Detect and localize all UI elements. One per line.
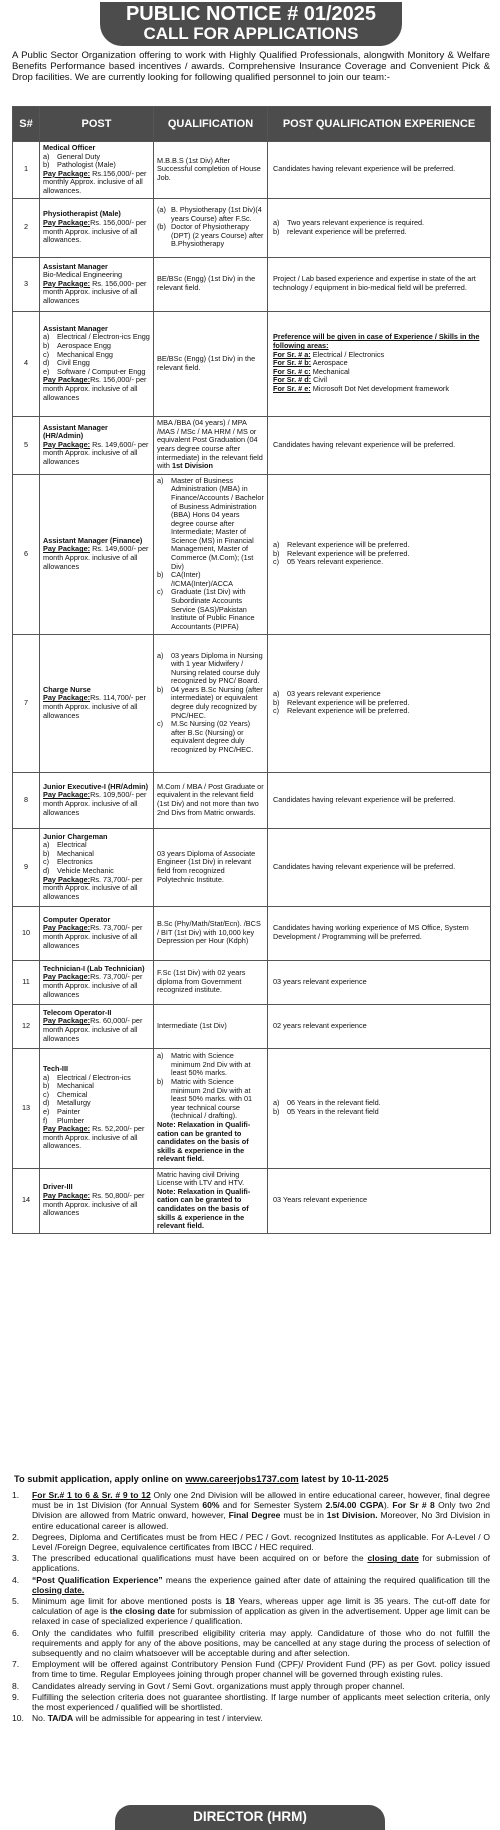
row-number: 6 — [13, 474, 40, 634]
table-row — [13, 634, 491, 772]
post-subcategory: b) Pathologist (Male) — [43, 160, 116, 170]
note-item — [12, 1692, 490, 1712]
qualification-cell — [154, 416, 268, 474]
header-sno: S# — [13, 107, 40, 142]
table-row — [13, 1004, 491, 1048]
pay-label: Pay Package: — [43, 923, 91, 933]
note-text: Candidates already serving in Govt / Semi Govt. organizations must apply through proper channel. — [32, 1680, 405, 1691]
post-cell — [40, 311, 154, 416]
notice-subtitle: CALL FOR APPLICATIONS — [143, 24, 359, 43]
qualification-cell — [154, 1004, 268, 1048]
post-title: Medical Officer — [43, 143, 96, 152]
note-text: No. TA/DA will be admissible for appearing in test / interview. — [32, 1713, 263, 1724]
pay-label: Pay Package: — [43, 1016, 91, 1026]
post-title: Assistant Manager — [43, 323, 108, 333]
pay-package — [43, 791, 150, 817]
pay-amount: Rs. 156,000- per month Approx. inclusive of all allowances — [43, 278, 147, 305]
experience-item: For Sr. # a: Electrical / Electronics — [273, 349, 385, 359]
qualification-text: MBA /BBA (04 years) / MPA /MAS / MSc / MA HRM / MS or equivalent Post Graduation (04 years degree course after intermediate) in the relevant field with 1st Division — [157, 418, 263, 471]
pay-package — [43, 545, 150, 571]
table-row — [13, 906, 491, 960]
qualification-item: b) CA(Inter) /ICMA(Inter)/ACCA — [157, 570, 234, 588]
experience-item: a) 06 Years in the relevant field. — [273, 1098, 381, 1108]
experience-cell — [268, 634, 491, 772]
pay-amount: Rs. 109,500/- per month Approx. inclusive of all allowances — [43, 790, 147, 817]
header-experience: POST QUALIFICATION EXPERIENCE — [268, 107, 491, 142]
post-subcategory: a) Electrical / Electron-ics Engg — [43, 332, 150, 342]
note-item — [12, 1532, 490, 1552]
pay-package — [43, 219, 150, 245]
qualification-cell — [154, 311, 268, 416]
post-subcategory: d) Vehicle Mechanic — [43, 866, 114, 876]
note-number: 10. — [12, 1713, 24, 1724]
note-number: 2. — [12, 1531, 20, 1542]
qualification-item: (b) Doctor of Physiotherapy (DPT) (2 years Course) after B.Physiotherapy — [157, 222, 264, 249]
row-number: 5 — [13, 416, 40, 474]
row-number: 3 — [13, 257, 40, 311]
post-title: Tech-III — [43, 1064, 69, 1074]
post-subcategory: b) Aerospace Engg — [43, 341, 111, 351]
pay-label: Pay Package: — [43, 1191, 91, 1201]
experience-cell — [268, 311, 491, 416]
qualification-cell — [154, 142, 268, 199]
experience-text: 03 Years relevant experience — [273, 1195, 368, 1205]
experience-item: a) Two years relevant experience is required. — [273, 217, 425, 227]
experience-item: b) Relevant experience will be preferred. — [273, 548, 410, 558]
pay-package — [43, 280, 150, 306]
experience-text: Candidates having relevant experience will be preferred. — [273, 861, 456, 871]
post-title: Telecom Operator-II — [43, 1007, 112, 1017]
post-title: Technician-I (Lab Technician) — [43, 963, 145, 973]
experience-item: c) Relevant experience will be preferred. — [273, 706, 410, 716]
experience-cell — [268, 1004, 491, 1048]
pay-label: Pay Package: — [43, 168, 91, 178]
pay-label: Pay Package: — [43, 375, 91, 385]
post-subcategory: a) General Duty — [43, 151, 100, 161]
qualification-item: c) Graduate (1st Div) with Subordinate Accounts Service (SAS)/Pakistan Institute of Public Finance Accountants (PIPFA) — [157, 587, 255, 631]
note-item — [12, 1553, 490, 1573]
table-row — [13, 828, 491, 906]
row-number: 13 — [13, 1048, 40, 1168]
qualification-item: a) 03 years Diploma in Nursing with 1 year Midwifery / Nursing related course duly recognized by PNC/ Board. — [157, 650, 263, 686]
post-title: Junior Executive-I (HR/Admin) — [43, 781, 149, 791]
qualification-text: 03 years Diploma of Associate Engineer (1st Div) in relevant field from recognized Polytechnic Institute. — [157, 848, 256, 884]
post-cell — [40, 1168, 154, 1233]
experience-text: 03 years relevant experience — [273, 976, 367, 986]
note-item — [12, 1490, 490, 1531]
note-number: 7. — [12, 1659, 20, 1670]
signatory: DIRECTOR (HRM) — [193, 1809, 307, 1824]
qualification-cell — [154, 634, 268, 772]
qualification-item: b) 04 years B.Sc Nursing (after intermediate) or equivalent degree duly recognized by PNC/HEC. — [157, 684, 263, 720]
note-number: 1. — [12, 1490, 20, 1500]
qualification-text: M.B.B.S (1st Div) After Successful completion of House Job. — [157, 155, 261, 183]
note-text: “Post Qualification Experience” means the experience gained after date of attaining the required qualification till the closing date. — [32, 1574, 490, 1595]
experience-text: Candidates having relevant experience will be preferred. — [273, 164, 456, 174]
post-subcategory: d) Metallurgy — [43, 1098, 91, 1108]
qualification-text: M.Com / MBA / Post Graduate or equivalent in the relevant field (1st Div) and not more than two 2nd Divs from Matric onwards. — [157, 781, 264, 817]
post-title: Assistant Manager — [43, 261, 108, 271]
table-row — [13, 416, 491, 474]
note-number: 3. — [12, 1553, 20, 1564]
table-row — [13, 311, 491, 416]
qualification-cell — [154, 772, 268, 828]
experience-cell — [268, 198, 491, 257]
pay-amount: Rs. 156,000/- per month Approx. inclusive of all allowances — [43, 375, 147, 402]
qualification-cell — [154, 906, 268, 960]
experience-cell — [268, 1168, 491, 1233]
row-number: 12 — [13, 1004, 40, 1048]
post-subcategory: e) Software / Comput-er Engg — [43, 366, 146, 376]
experience-item: a) 03 years relevant experience — [273, 689, 381, 699]
experience-item: b) Relevant experience will be preferred. — [273, 697, 410, 707]
experience-heading: Preference will be given in case of Experience / Skills in the following areas: — [273, 332, 480, 351]
row-number: 2 — [13, 198, 40, 257]
table-row — [13, 772, 491, 828]
qualification-note: Note: Relaxation in Qualifi-cation can be granted to candidates on the basis of skills & experience in the relevant field. — [157, 1119, 251, 1164]
table-row — [13, 257, 491, 311]
post-title: Driver-III — [43, 1182, 73, 1192]
post-cell — [40, 474, 154, 634]
qualification-cell — [154, 1048, 268, 1168]
experience-item: b) relevant experience will be preferred. — [273, 226, 407, 236]
post-cell — [40, 906, 154, 960]
experience-text: Candidates having relevant experience will be preferred. — [273, 794, 456, 804]
pay-label: Pay Package: — [43, 972, 91, 982]
pay-amount: Rs. 50,800/- per month Approx. inclusive of all allowances — [43, 1191, 145, 1218]
header-post: POST — [40, 107, 154, 142]
row-number: 8 — [13, 772, 40, 828]
pay-package — [43, 1125, 150, 1151]
row-number: 10 — [13, 906, 40, 960]
post-subtitle: Bio-Medical Engineering — [43, 270, 123, 280]
pay-amount: Rs.156,000/- per monthly Approx. inclusive of all allowances. — [43, 168, 147, 195]
experience-item: For Sr. # e: Microsoft Dot Net development framework — [273, 384, 450, 394]
pay-package — [43, 924, 150, 950]
pay-package — [43, 441, 150, 467]
qualification-text: Intermediate (1st Div) — [157, 1020, 227, 1030]
post-subcategory: c) Electronics — [43, 857, 93, 867]
experience-item: For Sr. # c: Mechanical — [273, 366, 350, 376]
qualification-cell — [154, 1168, 268, 1233]
pay-amount: Rs. 73,700/- per month Approx. inclusive of all allowances — [43, 923, 143, 950]
qualification-item: a) Matric with Science minimum 2nd Div with at least 50% marks. — [157, 1051, 251, 1078]
post-cell — [40, 960, 154, 1004]
pay-package — [43, 876, 150, 902]
pay-amount: Rs. 114,700/- per month Approx. inclusive of all allowances — [43, 693, 146, 720]
pay-label: Pay Package: — [43, 217, 91, 227]
note-number: 5. — [12, 1596, 20, 1607]
note-text: For Sr.# 1 to 6 & Sr. # 9 to 12 Only one 2nd Division will be allowed in entire educational career, however, final degree must be in 1st Division (for Annual System 60% and for Semester System 2.5/4.00 CGPA). For Sr # 8 Only two 2nd Division are allowed from Matric onward, however, Final Degree must be in 1st Division. Moreover, No 3rd Division in entire educational career is allowed. — [32, 1490, 491, 1531]
post-cell — [40, 772, 154, 828]
table-header-row — [13, 107, 491, 142]
pay-package — [43, 973, 150, 999]
pay-label: Pay Package: — [43, 1124, 91, 1134]
experience-item: a) Relevant experience will be preferred. — [273, 540, 410, 550]
qualification-text: B.Sc (Phy/Math/Stat/Ecn). /BCS / BIT (1st Div) with 10,000 key Depression per Hour (Kdph) — [157, 919, 261, 946]
post-subcategory: b) Mechanical — [43, 848, 94, 858]
pay-amount: Rs. 73,700/- per month Approx. inclusive of all allowances — [43, 874, 143, 901]
post-subcategory: a) Electrical / Electron-ics — [43, 1072, 131, 1082]
pay-package — [43, 376, 150, 402]
qualification-cell — [154, 474, 268, 634]
experience-cell — [268, 416, 491, 474]
post-cell — [40, 416, 154, 474]
post-subcategory: c) Chemical — [43, 1089, 88, 1099]
row-number: 14 — [13, 1168, 40, 1233]
posts-table — [12, 106, 491, 1234]
note-text: The prescribed educational qualifications must have been acquired on or before the closing date for submission of applications. — [32, 1553, 490, 1574]
note-item — [12, 1659, 490, 1679]
qualification-text: BE/BSc (Engg) (1st Div) in the relevant field. — [157, 353, 256, 372]
note-text: Minimum age limit for above mentioned posts is 18 Years, whereas upper age limit is 35 years. The cut-off date for calculation of age is the closing date for submission of application as given in the advertisement. Upper age limit can be relaxed in case of specialized experience / qualification. — [32, 1596, 490, 1627]
row-number: 7 — [13, 634, 40, 772]
qualification-cell — [154, 257, 268, 311]
pay-amount: Rs. 60,000/- per month Approx. inclusive of all allowances — [43, 1016, 143, 1043]
table-row — [13, 474, 491, 634]
post-cell — [40, 634, 154, 772]
table-row — [13, 142, 491, 199]
table-row — [13, 198, 491, 257]
post-subcategory: f) Plumber — [43, 1115, 85, 1125]
experience-text: Candidates having relevant experience will be preferred. — [273, 439, 456, 449]
qualification-cell — [154, 960, 268, 1004]
note-number: 6. — [12, 1627, 20, 1638]
notice-title: PUBLIC NOTICE # 01/2025 — [125, 3, 377, 25]
experience-cell — [268, 828, 491, 906]
post-subcategory: b) Mechanical — [43, 1081, 94, 1091]
experience-item: For Sr. # d: Civil — [273, 375, 327, 385]
experience-text: 02 years relevant experience — [273, 1020, 367, 1030]
table-row — [13, 1168, 491, 1233]
post-cell — [40, 828, 154, 906]
experience-cell — [268, 772, 491, 828]
qualification-text: BE/BSc (Engg) (1st Div) in the relevant field. — [157, 274, 256, 293]
qualification-text: Matric having civil Driving License with LTV and HTV. — [157, 1169, 245, 1188]
pay-package — [43, 1017, 150, 1043]
qualification-item: b) Matric with Science minimum 2nd Div with at least 50% marks. with 01 year technical course (technical / drafting). — [157, 1076, 253, 1121]
experience-item: b) 05 Years in the relevant field — [273, 1107, 379, 1117]
post-cell — [40, 142, 154, 199]
pay-package — [43, 1192, 150, 1218]
note-text: Only the candidates who fulfill prescribed eligibility criteria may apply. Candidature of those who do not fulfill the requirements and apply for any of the above positions, may be cancelled at any stage during the process of selection of subsequently and no claim whatsoever will be acceptable during and after selection. — [32, 1627, 490, 1659]
experience-text: Candidates having working experience of MS Office, System Development / Programming will be preferred. — [273, 923, 469, 942]
note-item — [12, 1713, 490, 1723]
qualification-item: a) Master of Business Administration (MBA) in Finance/Accounts / Bachelor of Business Administration (BBA) Hons 04 years degree course after Intermediate; Master of Science (MS) in Financial Management, Master of Commerce (M.Com); (1st Div) — [157, 475, 264, 571]
post-subcategory: a) Electrical — [43, 840, 87, 850]
note-item — [12, 1596, 490, 1627]
pay-label: Pay Package: — [43, 439, 91, 449]
pay-amount: Rs. 52,200/- per month Approx. inclusive of all allowances. — [43, 1124, 145, 1151]
pay-label: Pay Package: — [43, 278, 91, 288]
qualification-cell — [154, 828, 268, 906]
post-title: Physiotherapist (Male) — [43, 209, 121, 219]
row-number: 1 — [13, 142, 40, 199]
note-item — [12, 1575, 490, 1595]
pay-label: Pay Package: — [43, 874, 91, 884]
post-subcategory: c) Mechanical Engg — [43, 349, 113, 359]
pay-label: Pay Package: — [43, 544, 91, 554]
post-cell — [40, 198, 154, 257]
experience-text: Project / Lab based experience and expertise in state of the art technology / equipment in bio-medical field will be preferred. — [273, 274, 476, 293]
qualification-cell — [154, 198, 268, 257]
note-text: Employment will be offered against Contributory Pension Fund (CPF)/ Provident Fund (PF) as per Govt. policy issued from time to time. Regular Employees joining through proper channel will be governed through existing rules. — [32, 1659, 490, 1680]
apply-link[interactable]: www.careerjobs1737.com — [185, 1474, 299, 1484]
row-number: 11 — [13, 960, 40, 1004]
post-cell — [40, 1048, 154, 1168]
pay-amount: Rs. 73,700/- per month Approx. inclusive of all allowances — [43, 972, 143, 999]
post-title: Assistant Manager (Finance) — [43, 535, 143, 545]
note-item — [12, 1628, 490, 1659]
note-number: 9. — [12, 1691, 20, 1702]
pay-label: Pay Package: — [43, 790, 91, 800]
pay-amount: Rs. 156,000/- per month Approx. inclusive of all allowances. — [43, 217, 147, 245]
experience-cell — [268, 960, 491, 1004]
post-cell — [40, 1004, 154, 1048]
experience-cell — [268, 906, 491, 960]
note-number: 8. — [12, 1680, 20, 1691]
intro-paragraph: A Public Sector Organization offering to work with Highly Qualified Professionals, alongwith Monitory & Welfare Benefits Performance based incentives / awards. Comprehensive Insurance Coverage and Convenient Pick & Drop facilities. We are currently looking for following qualified personnel to join our team:- — [12, 50, 490, 84]
row-number: 4 — [13, 311, 40, 416]
experience-item: c) 05 Years relevant experience. — [273, 557, 384, 567]
post-title: Computer Operator — [43, 914, 111, 924]
experience-cell — [268, 474, 491, 634]
experience-cell — [268, 142, 491, 199]
pay-amount: Rs. 149,600/- per month Approx. inclusive of all allowances — [43, 544, 149, 571]
notes-list — [12, 1490, 490, 1724]
qualification-item: (a) B. Physiotherapy (1st Div)(4 years Course) after F.Sc. — [157, 205, 262, 223]
qualification-text: F.Sc (1st Div) with 02 years diploma from Government recognized institute. — [157, 968, 246, 995]
post-title: Assistant Manager (HR/Admin) — [43, 422, 108, 441]
pay-package — [43, 170, 150, 196]
experience-cell — [268, 257, 491, 311]
qualification-item: c) M.Sc Nursing (02 Years) after B.Sc (Nursing) or equivalent degree duly recognized by PNC/HEC. — [157, 719, 254, 755]
note-number: 4. — [12, 1574, 20, 1585]
note-text: Fulfilling the selection criteria does not guarantee shortlisting. If large number of applicants meet selection criteria, only the most experienced / qualified will be shortlisted. — [32, 1691, 490, 1713]
pay-package — [43, 694, 150, 720]
post-subcategory: d) Civil Engg — [43, 358, 90, 368]
post-subcategory: e) Painter — [43, 1107, 81, 1117]
qualification-note: Note: Relaxation in Qualifi-cation can be granted to candidates on the basis of skills & experience in the relevant field. — [157, 1186, 251, 1231]
experience-item: For Sr. # b: Aerospace — [273, 358, 348, 368]
pay-amount: Rs. 149,600/- per month Approx. inclusive of all allowances — [43, 439, 149, 466]
table-row — [13, 1048, 491, 1168]
note-item — [12, 1681, 490, 1691]
post-title: Charge Nurse — [43, 684, 91, 694]
row-number: 9 — [13, 828, 40, 906]
experience-cell — [268, 1048, 491, 1168]
apply-instruction: To submit application, apply online on www.careerjobs1737.com latest by 10-11-2025 — [14, 1474, 389, 1484]
header-qualification: QUALIFICATION — [154, 107, 268, 142]
post-title: Junior Chargeman — [43, 831, 108, 841]
post-cell — [40, 257, 154, 311]
table-row — [13, 960, 491, 1004]
note-text: Degrees, Diploma and Certificates must be from HEC / PEC / Govt. recognized Institutes as applicable. For A-Level / O Level /Foreign Degree, equivalence certificates from IBCC / HEC required. — [32, 1531, 490, 1553]
pay-label: Pay Package: — [43, 693, 91, 703]
